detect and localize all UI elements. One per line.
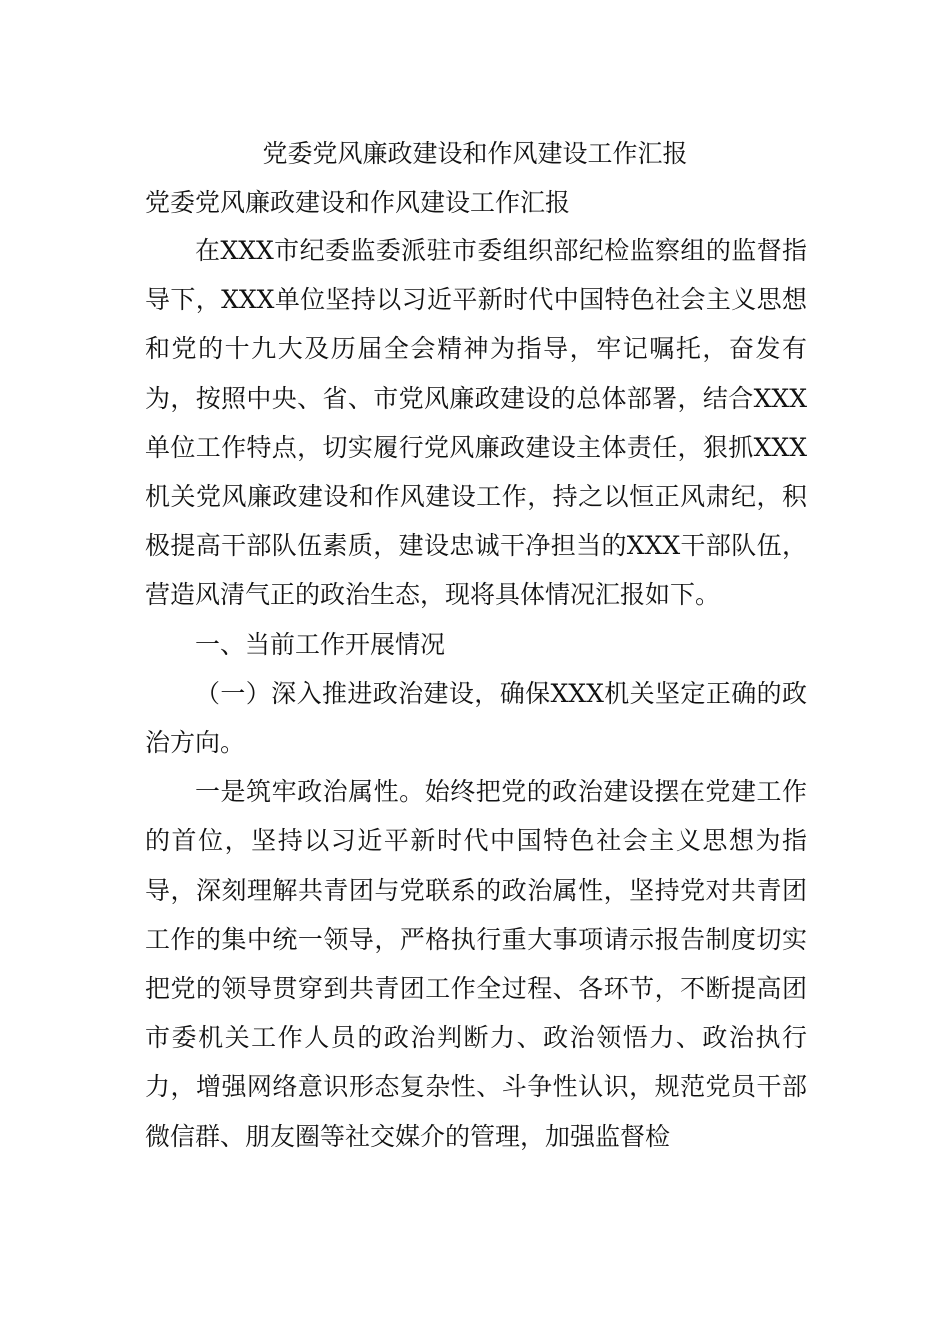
document-subtitle: 党委党风廉政建设和作风建设工作汇报 (145, 188, 571, 217)
document-body (145, 226, 807, 1161)
document-title: 党委党风廉政建设和作风建设工作汇报 (262, 139, 688, 168)
subsection-heading-1: （一）深入推进政治建设，确保XXX机关坚定正确的政治方向。 (145, 678, 807, 758)
paragraph-intro: 在XXX市纪委监委派驻市委组织部纪检监察组的监督指导下，XXX单位坚持以习近平新时代中国特色社会主义思想和党的十九大及历届全会精神为指导，牢记嘱托，奋发有为，按照中央、省、市党风廉政建设的总体部署，结合XXX单位工作特点，切实履行党风廉政建设主体责任，狠抓XXX机关党风廉政建设和作风建设工作，持之以恒正风肃纪，积极提高干部队伍素质，建设忠诚干净担当的XXX干部队伍，营造风清气正的政治生态，现将具体情况汇报如下。 (145, 236, 807, 610)
section-heading-1: 一、当前工作开展情况 (195, 629, 446, 659)
paragraph-political-attribute: 一是筑牢政治属性。始终把党的政治建设摆在党建工作的首位，坚持以习近平新时代中国特色社会主义思想为指导，深刻理解共青团与党联系的政治属性，坚持党对共青团工作的集中统一领导，严格执行重大事项请示报告制度切实把党的领导贯穿到共青团工作全过程、各环节，不断提高团市委机关工作人员的政治判断力、政治领悟力、政治执行力，增强网络意识形态复杂性、斗争性认识，规范党员干部微信群、朋友圈等社交媒介的管理，加强监督检 (145, 777, 807, 1151)
